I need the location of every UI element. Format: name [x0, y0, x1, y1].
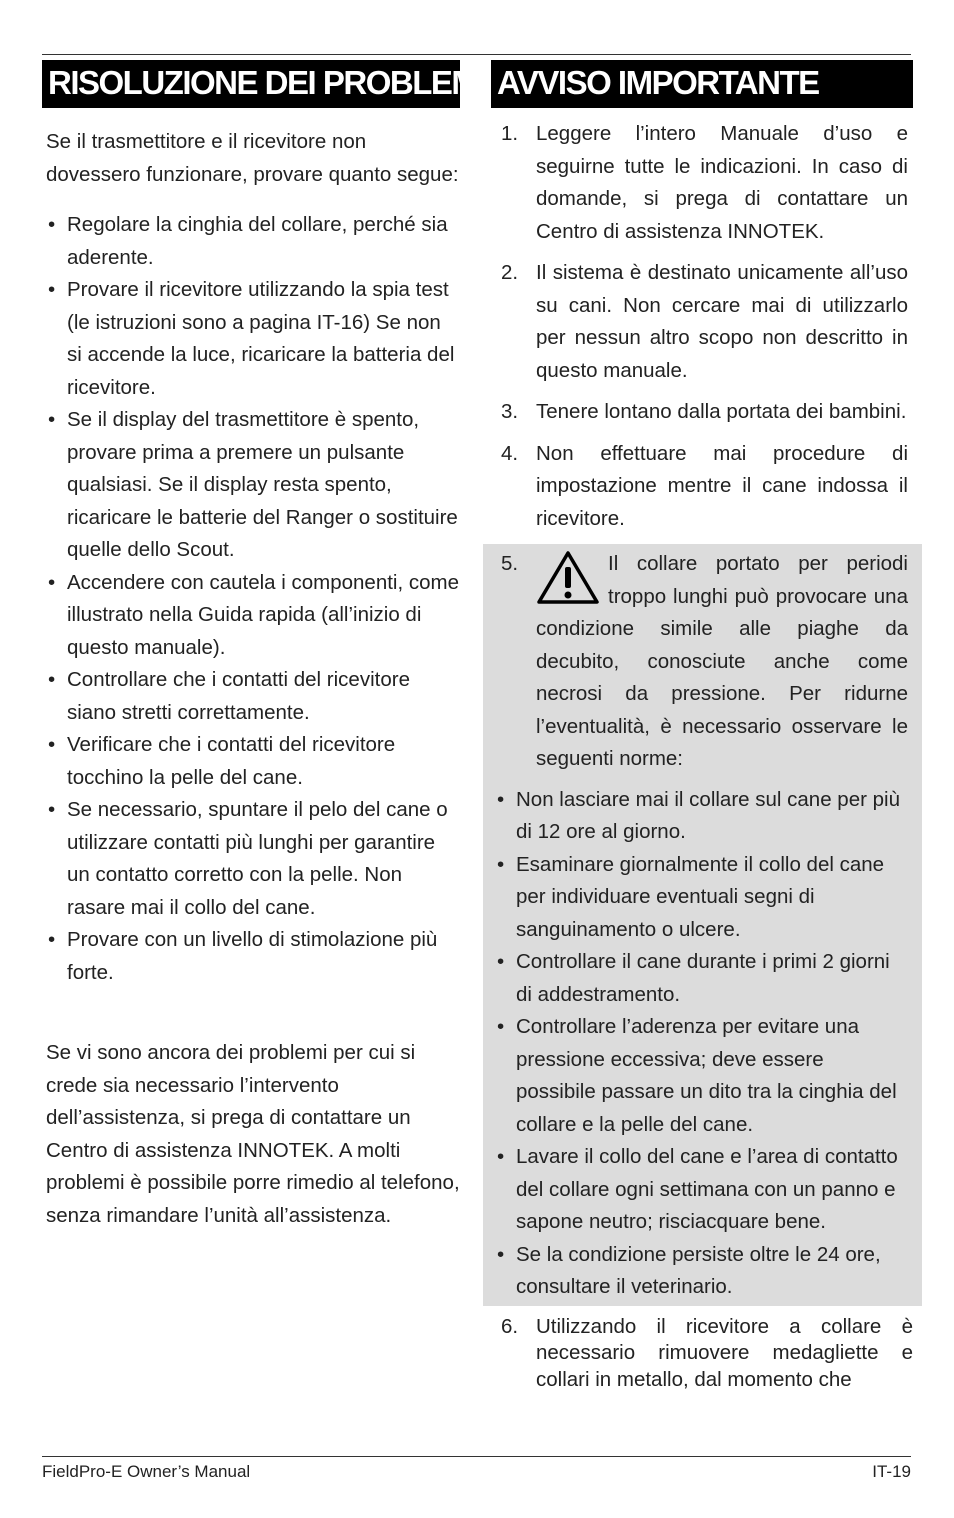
item-number: 6. [501, 1314, 519, 1338]
item-number: 1. [501, 122, 519, 145]
item-text: Il sistema è destinato unicamente all’uso su cani. Non cercare mai di utilizzarlo per nessun altro scopo non descritto in questo manuale. [536, 261, 908, 382]
item-number: 5. [501, 552, 519, 575]
troubleshooting-column [42, 60, 486, 1232]
important-notice-heading: AVVISO IMPORTANTE [491, 60, 913, 108]
warning-text: Il collare portato per periodi troppo lunghi può provocare una condizione simile alle piaghe da decubito, conosciute anche come necrosi da pressione. Per ridurne l’eventualità, è necessario osservare le seguenti norme: [536, 552, 908, 770]
page-number [872, 1462, 911, 1482]
list-item: • Lavare il collo del cane e l’area di contatto del collare ogni settimana con un panno e sapone neutro; risciacquare bene. [495, 1141, 908, 1239]
warning-list [495, 784, 908, 1304]
item-number: 3. [501, 400, 519, 423]
item-text: Non effettuare mai procedure di impostazione mentre il cane indossa il ricevitore. [536, 441, 908, 530]
notice-list [491, 118, 913, 535]
warning-box [483, 544, 922, 1306]
item-text: Leggere l’intero Manuale d’uso e seguirne tutte le indicazioni. In caso di domande, si prega di contattare un Centro di assistenza INNOTEK. [536, 122, 908, 243]
item-text: Tenere lontano dalla portata dei bambini. [536, 400, 907, 423]
list-item: • Controllare il cane durante i primi 2 giorni di addestramento. [495, 946, 908, 1011]
list-item [491, 118, 913, 248]
list-item: • Se il display del trasmettitore è spento, provare prima a premere un pulsante qualsiasi. Se il display resta spento, ricaricare le batterie del Ranger o sostituire quelle dello Scout. [46, 404, 460, 567]
list-item [491, 438, 913, 536]
item-number: 4. [501, 441, 519, 465]
top-rule [42, 54, 911, 55]
item-number: 2. [501, 261, 519, 284]
list-item: • Provare il ricevitore utilizzando la spia test (le istruzioni sono a pagina IT-16) Se non si accende la luce, ricaricare la batteria del ricevitore. [46, 274, 460, 404]
troubleshooting-intro: Se il trasmettitore e il ricevitore non dovessero funzionare, provare quanto segue: [46, 130, 459, 186]
footer-manual-title: FieldPro-E Owner’s Manual [42, 1462, 251, 1481]
list-item: • Esaminare giornalmente il collo del cane per individuare eventuali segni di sanguinamento o ulcere. [495, 849, 908, 947]
list-item: • Se la condizione persiste oltre le 24 ore, consultare il veterinario. [495, 1239, 908, 1304]
list-item: • Controllare che i contatti del ricevitore siano stretti correttamente. [46, 664, 460, 729]
important-notice-column [491, 60, 913, 1393]
notice-item-6 [491, 1314, 913, 1394]
item-text: Utilizzando il ricevitore a collare è necessario rimuovere medagliette e collari in metallo, dal momento che [536, 1314, 913, 1391]
page-prefix: IT [872, 1462, 887, 1481]
troubleshooting-outro: Se vi sono ancora dei problemi per cui si crede sia necessario l’intervento dell’assistenza, si prega di contattare un Centro di assistenza INNOTEK. A molti problemi è possibile porre rimedio al telefono, senza rimandare l’unità all’assistenza. [46, 1041, 460, 1227]
list-item: • Controllare l’aderenza per evitare una pressione eccessiva; deve essere possibile passare un dito tra la cinghia del collare e la pelle del cane. [495, 1011, 908, 1141]
list-item: • Regolare la cinghia del collare, perché sia aderente. [46, 209, 460, 274]
list-item: • Non lasciare mai il collare sul cane per più di 12 ore al giorno. [495, 784, 908, 849]
troubleshooting-heading: RISOLUZIONE DEI PROBLEMI [42, 60, 460, 108]
warning-item [491, 548, 908, 776]
page-suffix: -19 [886, 1462, 911, 1481]
list-item: • Se necessario, spuntare il pelo del cane o utilizzare contatti più lunghi per garantire un contatto corretto con la pelle. Non rasare mai il collo del cane. [46, 794, 460, 924]
bottom-rule [42, 1456, 911, 1457]
list-item [491, 396, 913, 429]
list-item: • Accendere con cautela i componenti, come illustrato nella Guida rapida (all’inizio di questo manuale). [46, 567, 460, 665]
list-item: • Provare con un livello di stimolazione più forte. [46, 924, 460, 989]
list-item [491, 257, 913, 387]
list-item: • Verificare che i contatti del ricevitore tocchino la pelle del cane. [46, 729, 460, 794]
troubleshooting-list [46, 209, 460, 989]
warning-triangle-icon [536, 550, 600, 606]
